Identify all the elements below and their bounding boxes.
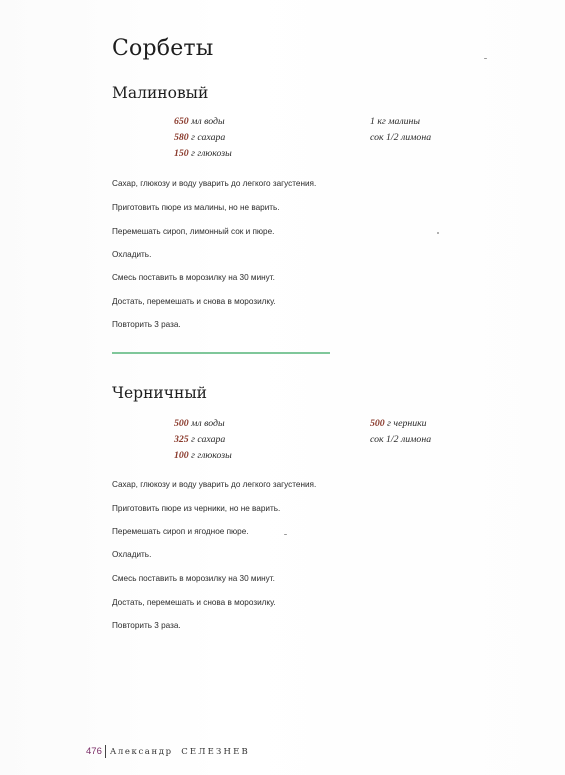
recipe-step: Повторить 3 раза. <box>112 320 181 329</box>
ingredient-qty: 100 <box>174 450 189 461</box>
scan-speck <box>284 534 287 535</box>
ingredient-qty: 1 <box>370 116 375 127</box>
ingredient-qty: 650 <box>174 116 189 127</box>
ingredient-right <box>370 416 427 432</box>
ingredient-right <box>370 432 431 448</box>
ingredient-qty: 150 <box>174 148 189 159</box>
ingredient-unit: кг малины <box>374 116 421 127</box>
ingredient-unit: мл воды <box>188 116 225 127</box>
ingredient-qty: 580 <box>174 132 189 143</box>
recipe-step: Смесь поставить в морозилку на 30 минут. <box>112 273 275 282</box>
ingredient-qty: 500 <box>370 418 385 429</box>
ingredient-qty: сок 1/2 <box>370 132 399 143</box>
recipe-title-raspberry: Малиновый <box>112 84 209 102</box>
ingredient-unit: лимона <box>398 132 432 143</box>
ingredient-qty: сок 1/2 <box>370 434 399 445</box>
page-title: Сорбеты <box>112 36 214 61</box>
ingredient-left <box>174 416 225 432</box>
ingredient-left <box>174 432 225 448</box>
footer-separator <box>105 745 106 758</box>
recipe-step: Охладить. <box>112 550 152 559</box>
page-number: 476 <box>86 746 102 757</box>
recipe-step: Сахар, глюкозу и воду уварить до легкого загустения. <box>112 179 317 188</box>
ingredient-unit: лимона <box>398 434 432 445</box>
ingredient-unit: г глюкозы <box>188 450 232 461</box>
ingredient-unit: г черники <box>384 418 427 429</box>
author-first-name: Александр <box>109 746 173 757</box>
recipe-step: Перемешать сироп и ягодное пюре. <box>112 527 249 536</box>
ingredient-qty: 325 <box>174 434 189 445</box>
author-name <box>110 747 250 757</box>
ingredient-unit: г сахара <box>188 434 226 445</box>
recipe-step: Повторить 3 раза. <box>112 621 181 630</box>
page-footer <box>86 745 250 758</box>
ingredient-left <box>174 146 232 162</box>
recipe-step: Достать, перемешать и снова в морозилку. <box>112 297 276 306</box>
recipe-step: Перемешать сироп, лимонный сок и пюре. <box>112 227 275 236</box>
author-last-name: СЕЛЕЗНЕВ <box>181 746 250 757</box>
recipe-step: Сахар, глюкозу и воду уварить до легкого загустения. <box>112 480 317 489</box>
scan-speck <box>437 232 439 234</box>
recipe-step: Достать, перемешать и снова в морозилку. <box>112 598 276 607</box>
recipe-title-blueberry: Черничный <box>112 384 207 402</box>
ingredient-qty: 500 <box>174 418 189 429</box>
ingredient-left <box>174 130 225 146</box>
ingredient-right <box>370 114 420 130</box>
ingredient-unit: г глюкозы <box>188 148 232 159</box>
ingredient-unit: мл воды <box>188 418 225 429</box>
recipe-step: Охладить. <box>112 250 152 259</box>
recipe-step: Приготовить пюре из малины, но не варить. <box>112 203 280 212</box>
recipe-step: Смесь поставить в морозилку на 30 минут. <box>112 574 275 583</box>
ingredient-right <box>370 130 431 146</box>
section-divider <box>112 352 330 354</box>
ingredient-left <box>174 448 232 464</box>
ingredient-left <box>174 114 225 130</box>
recipe-step: Приготовить пюре из черники, но не варить. <box>112 504 281 513</box>
ingredient-unit: г сахара <box>188 132 226 143</box>
scan-speck <box>484 58 487 59</box>
